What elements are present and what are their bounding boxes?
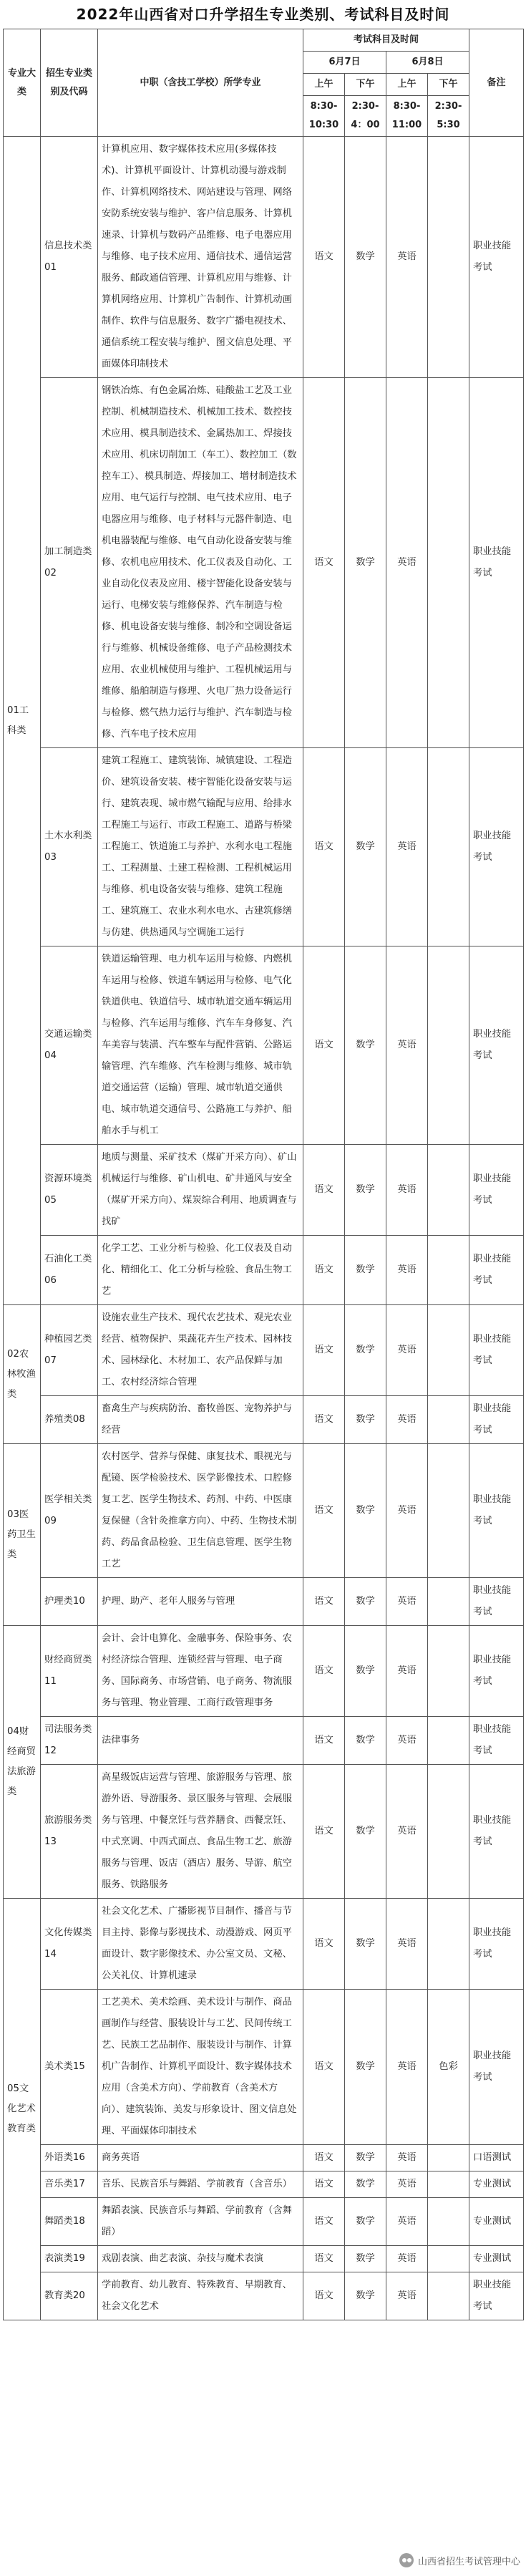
header-exam-time: 考试科目及时间 xyxy=(303,29,469,52)
subject-day2-pm xyxy=(428,2246,469,2272)
subject-day2-pm: 色彩 xyxy=(428,1990,469,2145)
table-row xyxy=(4,1765,524,1899)
subject-day1-am: 语文 xyxy=(303,2198,345,2246)
header-day2-am-time: 8:30-11:00 xyxy=(386,96,428,137)
category-cell: 美术类15 xyxy=(41,1990,98,2145)
category-cell: 教育类20 xyxy=(41,2272,98,2320)
subject-day2-am: 英语 xyxy=(386,1899,428,1990)
table-row xyxy=(4,1444,524,1578)
subject-day1-pm: 数学 xyxy=(345,1578,386,1626)
remarks-cell: 职业技能考试 xyxy=(469,1765,524,1899)
category-cell: 舞蹈类18 xyxy=(41,2198,98,2246)
category-cell: 表演类19 xyxy=(41,2246,98,2272)
subject-day2-am: 英语 xyxy=(386,2145,428,2171)
wechat-icon xyxy=(399,2553,414,2567)
majors-cell: 商务英语 xyxy=(98,2145,303,2171)
remarks-cell: 口语测试 xyxy=(469,2145,524,2171)
majors-cell: 会计、会计电算化、金融事务、保险事务、农村经济综合管理、连锁经营与管理、电子商务、国际商务、市场营销、电子商务、物流服务与管理、物业管理、工商行政管理事务 xyxy=(98,1626,303,1717)
subject-day2-am: 英语 xyxy=(386,1717,428,1765)
subject-day1-am: 语文 xyxy=(303,748,345,946)
subject-day1-am: 语文 xyxy=(303,946,345,1145)
category-cell: 外语类16 xyxy=(41,2145,98,2171)
subject-day1-am: 语文 xyxy=(303,137,345,378)
header-day1-am: 上午 xyxy=(303,74,345,96)
header-day1: 6月7日 xyxy=(303,52,386,74)
table-row xyxy=(4,2246,524,2272)
subject-day2-pm xyxy=(428,946,469,1145)
subject-day2-am: 英语 xyxy=(386,137,428,378)
subject-day1-pm: 数学 xyxy=(345,1626,386,1717)
table-row xyxy=(4,748,524,946)
subject-day2-pm xyxy=(428,1305,469,1396)
subject-day1-pm: 数学 xyxy=(345,1444,386,1578)
subject-day1-pm: 数学 xyxy=(345,748,386,946)
subject-day2-pm xyxy=(428,1145,469,1236)
table-row xyxy=(4,2145,524,2171)
table-row xyxy=(4,946,524,1145)
table-row xyxy=(4,1396,524,1444)
table-row xyxy=(4,2198,524,2246)
subject-day2-am: 英语 xyxy=(386,1765,428,1899)
subject-day1-am: 语文 xyxy=(303,2145,345,2171)
majors-cell: 地质与测量、采矿技术（煤矿开采方向）、矿山机械运行与维修、矿山机电、矿井通风与安全（煤矿开采方向）、煤炭综合利用、地质调查与找矿 xyxy=(98,1145,303,1236)
header-day2-pm-time: 2:30-5:30 xyxy=(428,96,469,137)
header-day1-am-time: 8:30-10:30 xyxy=(303,96,345,137)
category-cell: 养殖类08 xyxy=(41,1396,98,1444)
subject-day1-am: 语文 xyxy=(303,2171,345,2198)
majors-cell: 戏剧表演、曲艺表演、杂技与魔术表演 xyxy=(98,2246,303,2272)
remarks-cell: 职业技能考试 xyxy=(469,1145,524,1236)
subject-day1-pm: 数学 xyxy=(345,1765,386,1899)
majors-cell: 音乐、民族音乐与舞蹈、学前教育（含音乐） xyxy=(98,2171,303,2198)
category-cell: 旅游服务类13 xyxy=(41,1765,98,1899)
header-day2: 6月8日 xyxy=(386,52,469,74)
subject-day2-pm xyxy=(428,378,469,748)
category-cell: 医学相关类09 xyxy=(41,1444,98,1578)
subject-day1-pm: 数学 xyxy=(345,2145,386,2171)
category-cell: 护理类10 xyxy=(41,1578,98,1626)
category-cell: 司法服务类12 xyxy=(41,1717,98,1765)
header-big-category: 专业大类 xyxy=(4,29,41,137)
remarks-cell: 职业技能考试 xyxy=(469,1990,524,2145)
subject-day1-pm: 数学 xyxy=(345,1145,386,1236)
remarks-cell: 专业测试 xyxy=(469,2198,524,2246)
table-row xyxy=(4,1717,524,1765)
subject-day1-am: 语文 xyxy=(303,1899,345,1990)
majors-cell: 学前教育、幼儿教育、特殊教育、早期教育、社会文化艺术 xyxy=(98,2272,303,2320)
subject-day2-pm xyxy=(428,2198,469,2246)
subject-day1-am: 语文 xyxy=(303,1444,345,1578)
majors-cell: 工艺美术、美术绘画、美术设计与制作、商品画制作与经营、服装设计与工艺、民间传统工艺、民族工艺品制作、服装设计与制作、计算机广告制作、计算机平面设计、数字媒体技术应用（含美术方向）、学前教育（含美术方向）、建筑装饰、美发与形象设计、图文信息处理、平面媒体印制技术 xyxy=(98,1990,303,2145)
subject-day2-pm xyxy=(428,2145,469,2171)
majors-cell: 护理、助产、老年人服务与管理 xyxy=(98,1578,303,1626)
majors-cell: 畜禽生产与疾病防治、畜牧兽医、宠物养护与经营 xyxy=(98,1396,303,1444)
category-cell: 种植园艺类07 xyxy=(41,1305,98,1396)
remarks-cell: 职业技能考试 xyxy=(469,1236,524,1305)
subject-day1-pm: 数学 xyxy=(345,1305,386,1396)
subject-day1-pm: 数学 xyxy=(345,1899,386,1990)
watermark-text: 山西省招生考试管理中心 xyxy=(417,2556,520,2567)
remarks-cell: 专业测试 xyxy=(469,2246,524,2272)
subject-day1-am: 语文 xyxy=(303,1765,345,1899)
category-cell: 财经商贸类11 xyxy=(41,1626,98,1717)
remarks-cell: 职业技能考试 xyxy=(469,1717,524,1765)
header-category-code: 招生专业类别及代码 xyxy=(41,29,98,137)
subject-day1-am: 语文 xyxy=(303,378,345,748)
table-row xyxy=(4,1305,524,1396)
table-row xyxy=(4,1899,524,1990)
table-row xyxy=(4,2272,524,2320)
group-label: 02农林牧渔类 xyxy=(4,1305,41,1444)
remarks-cell: 职业技能考试 xyxy=(469,1396,524,1444)
table-row xyxy=(4,1578,524,1626)
category-cell: 信息技术类01 xyxy=(41,137,98,378)
subject-day2-am: 英语 xyxy=(386,2272,428,2320)
header-remarks: 备注 xyxy=(469,29,524,137)
remarks-cell: 职业技能考试 xyxy=(469,137,524,378)
table-row xyxy=(4,1236,524,1305)
subject-day2-am: 英语 xyxy=(386,2246,428,2272)
subject-day1-am: 语文 xyxy=(303,1717,345,1765)
subject-day1-am: 语文 xyxy=(303,1578,345,1626)
subject-day1-am: 语文 xyxy=(303,1236,345,1305)
subject-day1-pm: 数学 xyxy=(345,2198,386,2246)
header-day2-pm: 下午 xyxy=(428,74,469,96)
subject-day2-am: 英语 xyxy=(386,1626,428,1717)
subject-day1-am: 语文 xyxy=(303,1990,345,2145)
subject-day2-pm xyxy=(428,748,469,946)
table-row xyxy=(4,378,524,748)
subject-day2-am: 英语 xyxy=(386,748,428,946)
subject-day2-pm xyxy=(428,1236,469,1305)
subject-day2-am: 英语 xyxy=(386,1990,428,2145)
table-row xyxy=(4,2171,524,2198)
subject-day2-am: 英语 xyxy=(386,946,428,1145)
majors-cell: 化学工艺、工业分析与检验、化工仪表及自动化、精细化工、化工分析与检验、食品生物工艺 xyxy=(98,1236,303,1305)
subject-day2-pm xyxy=(428,1578,469,1626)
header-day2-am: 上午 xyxy=(386,74,428,96)
subject-day1-am: 语文 xyxy=(303,1396,345,1444)
subject-day1-pm: 数学 xyxy=(345,1717,386,1765)
remarks-cell: 职业技能考试 xyxy=(469,1305,524,1396)
subject-day2-am: 英语 xyxy=(386,1305,428,1396)
table-row xyxy=(4,1626,524,1717)
subject-day2-pm xyxy=(428,1444,469,1578)
header-majors: 中职（含技工学校）所学专业 xyxy=(98,29,303,137)
subject-day1-pm: 数学 xyxy=(345,1396,386,1444)
subject-day2-pm xyxy=(428,1765,469,1899)
table-row xyxy=(4,137,524,378)
subject-day2-am: 英语 xyxy=(386,1578,428,1626)
group-label: 04财经商贸法旅游类 xyxy=(4,1626,41,1899)
subject-day2-pm xyxy=(428,2272,469,2320)
majors-cell: 计算机应用、数字媒体技术应用(多媒体技术)、计算机平面设计、计算机动漫与游戏制作、计算机网络技术、网站建设与管理、网络安防系统安装与维护、客户信息服务、计算机速录、计算机与数码产品维修、电子电器应用与维修、电子技术应用、通信技术、通信运营服务、邮政通信管理、计算机应用与维修、计算机网络应用、计算机广告制作、计算机动画制作、软件与信息服务、数字广播电视技术、通信系统工程安装与维护、图文信息处理、平面媒体印制技术 xyxy=(98,137,303,378)
remarks-cell: 专业测试 xyxy=(469,2171,524,2198)
subject-day1-am: 语文 xyxy=(303,1145,345,1236)
subject-day1-pm: 数学 xyxy=(345,1990,386,2145)
majors-cell: 法律事务 xyxy=(98,1717,303,1765)
table-header xyxy=(4,29,524,137)
subject-day2-am: 英语 xyxy=(386,1145,428,1236)
majors-cell: 建筑工程施工、建筑装饰、城镇建设、工程造价、建筑设备安装、楼宇智能化设备安装与运行、建筑表现、城市燃气输配与应用、给排水工程施工与运行、市政工程施工、道路与桥梁工程施工、铁道施工与养护、水利水电工程施工、工程测量、土建工程检测、工程机械运用与维修、机电设备安装与维修、建筑工程施工、建筑施工、农业水利水电水、古建筑修缮与仿建、供热通风与空调施工运行 xyxy=(98,748,303,946)
table-row xyxy=(4,1990,524,2145)
subject-day2-am: 英语 xyxy=(386,1444,428,1578)
remarks-cell: 职业技能考试 xyxy=(469,378,524,748)
subject-day2-am: 英语 xyxy=(386,378,428,748)
remarks-cell: 职业技能考试 xyxy=(469,748,524,946)
subject-day2-am: 英语 xyxy=(386,2171,428,2198)
majors-cell: 社会文化艺术、广播影视节目制作、播音与节目主持、影像与影视技术、动漫游戏、网页平面设计、数字影像技术、办公室文员、文秘、公关礼仪、计算机速录 xyxy=(98,1899,303,1990)
remarks-cell: 职业技能考试 xyxy=(469,1578,524,1626)
subject-day1-pm: 数学 xyxy=(345,1236,386,1305)
category-cell: 资源环境类05 xyxy=(41,1145,98,1236)
category-cell: 音乐类17 xyxy=(41,2171,98,2198)
page-title: 2022年山西省对口升学招生专业类别、考试科目及时间 xyxy=(76,6,450,23)
subject-day1-pm: 数学 xyxy=(345,2246,386,2272)
table-body xyxy=(4,137,524,2320)
subject-day1-am: 语文 xyxy=(303,1305,345,1396)
subject-day1-pm: 数学 xyxy=(345,378,386,748)
subject-day2-pm xyxy=(428,1626,469,1717)
exam-table xyxy=(3,29,524,2320)
subject-day1-pm: 数学 xyxy=(345,2171,386,2198)
remarks-cell: 职业技能考试 xyxy=(469,1626,524,1717)
majors-cell: 高星级饭店运营与管理、旅游服务与管理、旅游外语、导游服务、景区服务与管理、会展服务与管理、中餐烹饪与营养膳食、西餐烹饪、中式烹调、中西式面点、食品生物工艺、旅游服务与管理、饭店（酒店）服务、导游、航空服务、铁路服务 xyxy=(98,1765,303,1899)
majors-cell: 舞蹈表演、民族音乐与舞蹈、学前教育（含舞蹈） xyxy=(98,2198,303,2246)
table-row xyxy=(4,1145,524,1236)
subject-day1-pm: 数学 xyxy=(345,2272,386,2320)
subject-day2-pm xyxy=(428,1717,469,1765)
majors-cell: 铁道运输管理、电力机车运用与检修、内燃机车运用与检修、铁道车辆运用与检修、电气化铁道供电、铁道信号、城市轨道交通车辆运用与检修、汽车运用与维修、汽车车身修复、汽车美容与装潢、汽车整车与配件营销、公路运输管理、汽车维修、汽车检测与维修、城市轨道交通运营（运输）管理、城市轨道交通供电、城市轨道交通信号、公路施工与养护、船舶水手与机工 xyxy=(98,946,303,1145)
category-cell: 土木水利类03 xyxy=(41,748,98,946)
majors-cell: 农村医学、营养与保健、康复技术、眼视光与配镜、医学检验技术、医学影像技术、口腔修复工艺、医学生物技术、药剂、中药、中医康复保健（含针灸推拿方向）、中药、生物技术制药、药品食品检验、卫生信息管理、医学生物工艺 xyxy=(98,1444,303,1578)
subject-day1-pm: 数学 xyxy=(345,137,386,378)
subject-day2-pm xyxy=(428,1396,469,1444)
group-label: 03医药卫生类 xyxy=(4,1444,41,1626)
remarks-cell: 职业技能考试 xyxy=(469,946,524,1145)
group-label: 01工科类 xyxy=(4,137,41,1305)
header-day1-pm: 下午 xyxy=(345,74,386,96)
subject-day2-am: 英语 xyxy=(386,1396,428,1444)
subject-day1-am: 语文 xyxy=(303,2272,345,2320)
subject-day2-pm xyxy=(428,137,469,378)
subject-day2-pm xyxy=(428,1899,469,1990)
subject-day1-pm: 数学 xyxy=(345,946,386,1145)
category-cell: 石油化工类06 xyxy=(41,1236,98,1305)
category-cell: 文化传媒类14 xyxy=(41,1899,98,1990)
header-day1-pm-time: 2:30-4：00 xyxy=(345,96,386,137)
remarks-cell: 职业技能考试 xyxy=(469,1899,524,1990)
exam-table-wrapper xyxy=(3,29,523,2320)
remarks-cell: 职业技能考试 xyxy=(469,1444,524,1578)
category-cell: 交通运输类04 xyxy=(41,946,98,1145)
category-cell: 加工制造类02 xyxy=(41,378,98,748)
majors-cell: 设施农业生产技术、现代农艺技术、观光农业经营、植物保护、果蔬花卉生产技术、园林技术、园林绿化、木材加工、农产品保鲜与加工、农村经济综合管理 xyxy=(98,1305,303,1396)
subject-day1-am: 语文 xyxy=(303,1626,345,1717)
watermark xyxy=(399,2553,520,2567)
subject-day2-am: 英语 xyxy=(386,1236,428,1305)
subject-day1-am: 语文 xyxy=(303,2246,345,2272)
majors-cell: 钢铁冶炼、有色金属冶炼、硅酸盐工艺及工业控制、机械制造技术、机械加工技术、数控技术应用、模具制造技术、金属热加工、焊接技术应用、机床切削加工（车工）、数控加工（数控车工）、模具制造、焊接加工、增材制造技术应用、电气运行与控制、电气技术应用、电子电器应用与维修、电子材料与元器件制造、电机电器装配与维修、电气自动化设备安装与维修、农机电应用技术、化工仪表及自动化、工业自动化仪表及应用、楼宇智能化设备安装与运行、电梯安装与维修保养、汽车制造与检修、机电设备安装与维修、制冷和空调设备运行与维修、机械设备维修、电子产品检测技术应用、农业机械使用与维护、工程机械运用与维修、船舶制造与修理、火电厂热力设备运行与检修、燃气热力运行与维护、汽车制造与检修、汽车电子技术应用 xyxy=(98,378,303,748)
subject-day2-pm xyxy=(428,2171,469,2198)
remarks-cell: 职业技能考试 xyxy=(469,2272,524,2320)
group-label: 05文化艺术教育类 xyxy=(4,1899,41,2320)
subject-day2-am: 英语 xyxy=(386,2198,428,2246)
